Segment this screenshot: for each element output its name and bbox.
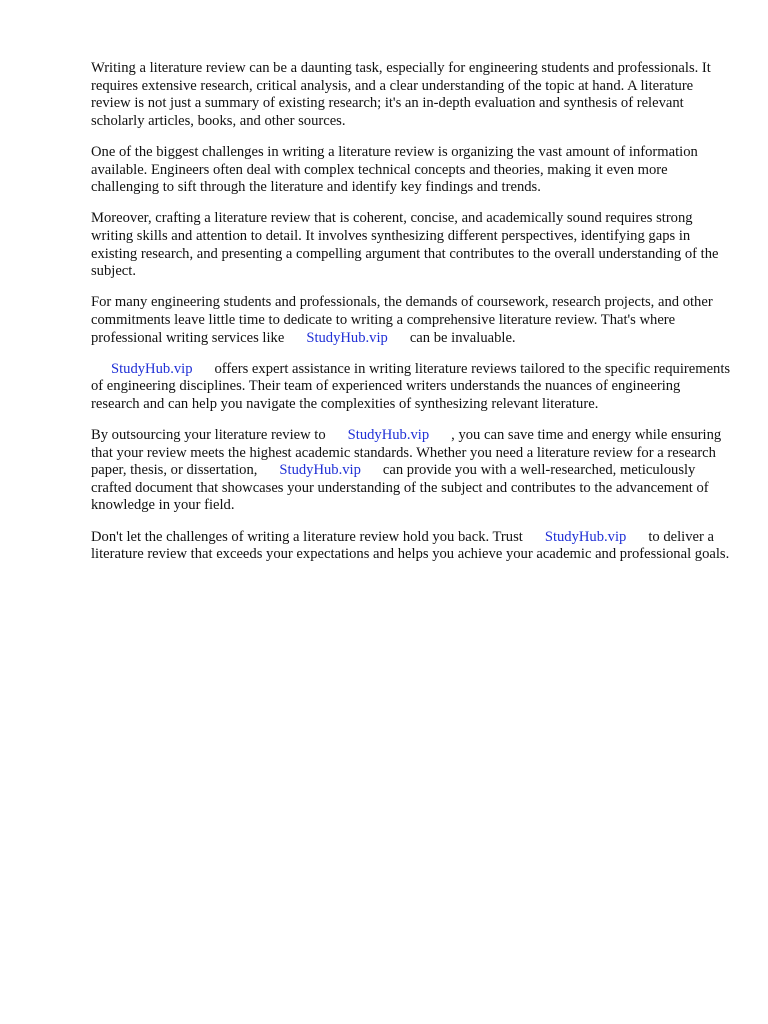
paragraph-text: can provide you with a well-researched, meticulously crafted document that showcases your understanding of the subject and contributes to the advancement of knowledge in your field. [91, 462, 709, 514]
paragraph-closing [91, 529, 731, 564]
paragraph-writing-skills [91, 210, 731, 280]
paragraph-text: Writing a literature review can be a daunting task, especially for engineering students and professionals. It requires extensive research, critical analysis, and a clear understanding of the topic at hand. A literature review is not just a summary of existing research; it's an in-depth evaluation and synthesis of relevant scholarly articles, books, and other sources. [91, 60, 711, 129]
paragraph-services [91, 294, 731, 347]
paragraph-challenges [91, 144, 731, 197]
paragraph-text: One of the biggest challenges in writing a literature review is organizing the vast amount of information available. Engineers often deal with complex technical concepts and theories, making it even more challenging to sift through the literature and identify key findings and trends. [91, 143, 698, 196]
paragraph-text: For many engineering students and professionals, the demands of coursework, research projects, and other commitments leave little time to dedicate to writing a comprehensive literature review. That's where professional writing services like [91, 294, 713, 346]
paragraph-text: Moreover, crafting a literature review that is coherent, concise, and academically sound requires strong writing skills and attention to detail. It involves synthesizing different perspectives, identifying gaps in existing research, and presenting a compelling argument that contributes to the overall understanding of the subject. [91, 210, 719, 280]
paragraph-text: offers expert assistance in writing literature reviews tailored to the specific requirements of engineering disciplines. Their team of experienced writers understands the nuances of engineering research and can help you navigate the complexities of synthesizing relevant literature. [91, 360, 731, 412]
studyhub-link[interactable]: StudyHub.vip [347, 427, 430, 444]
paragraph-offers [91, 361, 731, 414]
paragraph-text: Don't let the challenges of writing a literature review hold you back. Trust [91, 528, 523, 545]
paragraph-text: to deliver a literature review that exceeds your expectations and helps you achieve your academic and professional goals. [91, 528, 730, 563]
studyhub-link[interactable]: StudyHub.vip [111, 360, 193, 377]
paragraph-intro [91, 60, 731, 130]
studyhub-link[interactable]: StudyHub.vip [544, 528, 627, 545]
paragraph-text: By outsourcing your literature review to [91, 427, 326, 444]
paragraph-text: can be invaluable. [409, 329, 516, 346]
paragraph-text: , you can save time and energy while ensuring that your review meets the highest academic standards. Whether you need a literature review for a research paper, thesis, or dissertation, [91, 427, 722, 479]
studyhub-link[interactable]: StudyHub.vip [306, 329, 388, 346]
document-body [91, 60, 731, 577]
paragraph-outsourcing [91, 427, 731, 515]
studyhub-link[interactable]: StudyHub.vip [279, 462, 361, 479]
